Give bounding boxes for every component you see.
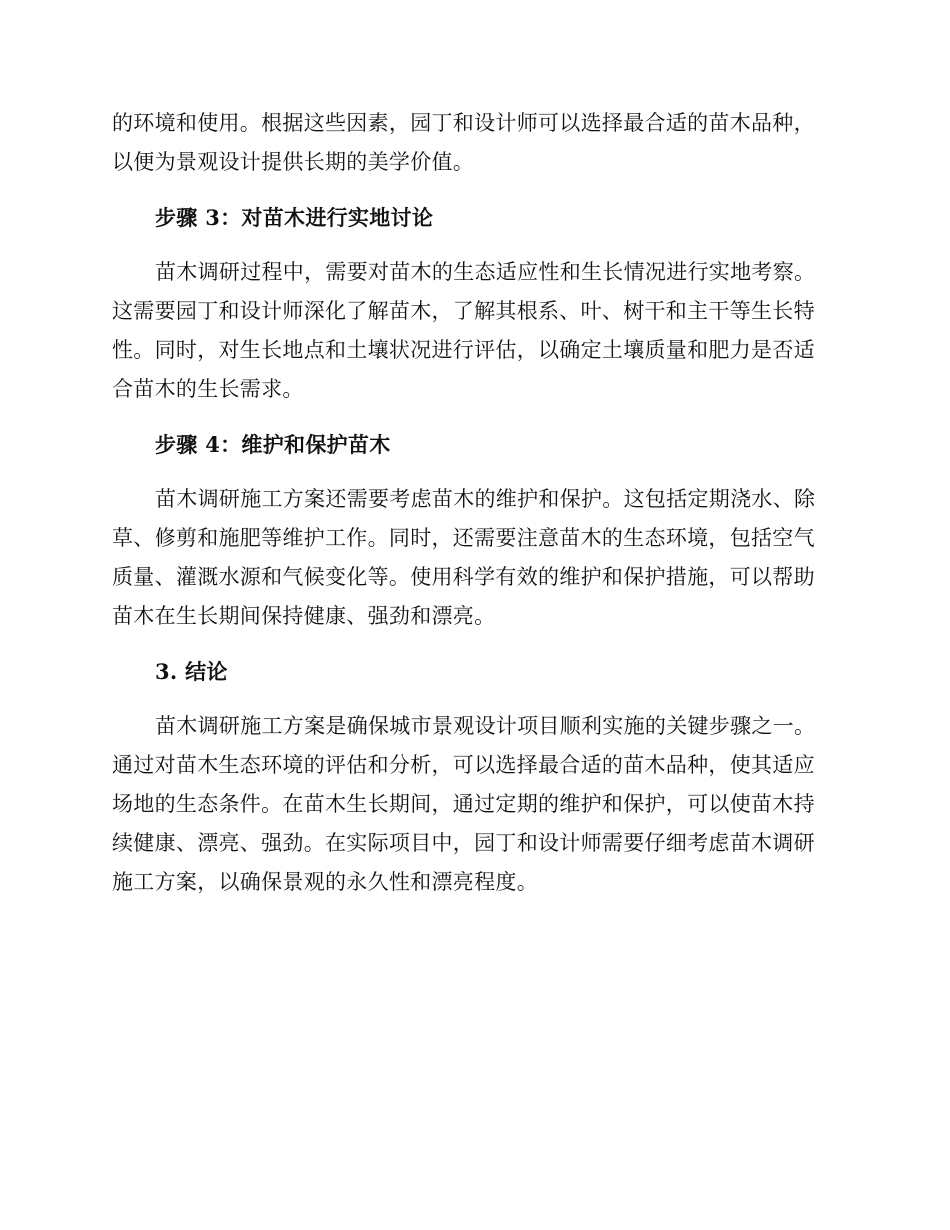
paragraph-field-survey <box>112 253 832 409</box>
paragraph-line: 场地的生态条件。在苗木生长期间，通过定期的维护和保护，可以使苗木持 <box>112 792 815 816</box>
paragraph-line: 以便为景观设计提供长期的美学价值。 <box>112 150 475 174</box>
paragraph-line: 苗木在生长期间保持健康、强劲和漂亮。 <box>112 604 496 628</box>
paragraph-line: 苗木调研施工方案是确保城市景观设计项目顺利实施的关键步骤之一。 <box>155 714 816 738</box>
paragraph-line: 这需要园丁和设计师深化了解苗木，了解其根系、叶、树干和主干等生长特 <box>112 299 815 323</box>
section-heading-conclusion: 3. 结论 <box>155 659 228 684</box>
paragraph-line: 的环境和使用。根据这些因素，园丁和设计师可以选择最合适的苗木品种， <box>112 111 815 135</box>
paragraph-line: 苗木调研过程中，需要对苗木的生态适应性和生长情况进行实地考察。 <box>155 260 816 284</box>
paragraph-line: 续健康、漂亮、强劲。在实际项目中，园丁和设计师需要仔细考虑苗木调研 <box>112 831 815 855</box>
section-heading-step-3: 步骤 3：对苗木进行实地讨论 <box>155 205 434 230</box>
paragraph-line: 草、修剪和施肥等维护工作。同时，还需要注意苗木的生态环境，包括空气 <box>112 526 815 550</box>
paragraph-line: 性。同时，对生长地点和土壤状况进行评估，以确定土壤质量和肥力是否适 <box>112 338 815 362</box>
paragraph-line: 合苗木的生长需求。 <box>112 377 304 401</box>
paragraph-maintenance <box>112 480 832 636</box>
document-page <box>112 104 832 902</box>
paragraph-line: 苗木调研施工方案还需要考虑苗木的维护和保护。这包括定期浇水、除 <box>155 487 816 511</box>
paragraph-line: 通过对苗木生态环境的评估和分析，可以选择最合适的苗木品种，使其适应 <box>112 753 815 777</box>
paragraph-line: 质量、灌溉水源和气候变化等。使用科学有效的维护和保护措施，可以帮助 <box>112 565 815 589</box>
section-heading-step-4: 步骤 4：维护和保护苗木 <box>155 432 391 457</box>
paragraph-continuation <box>112 104 832 182</box>
paragraph-conclusion <box>112 707 832 902</box>
paragraph-line: 施工方案，以确保景观的永久性和漂亮程度。 <box>112 870 538 894</box>
